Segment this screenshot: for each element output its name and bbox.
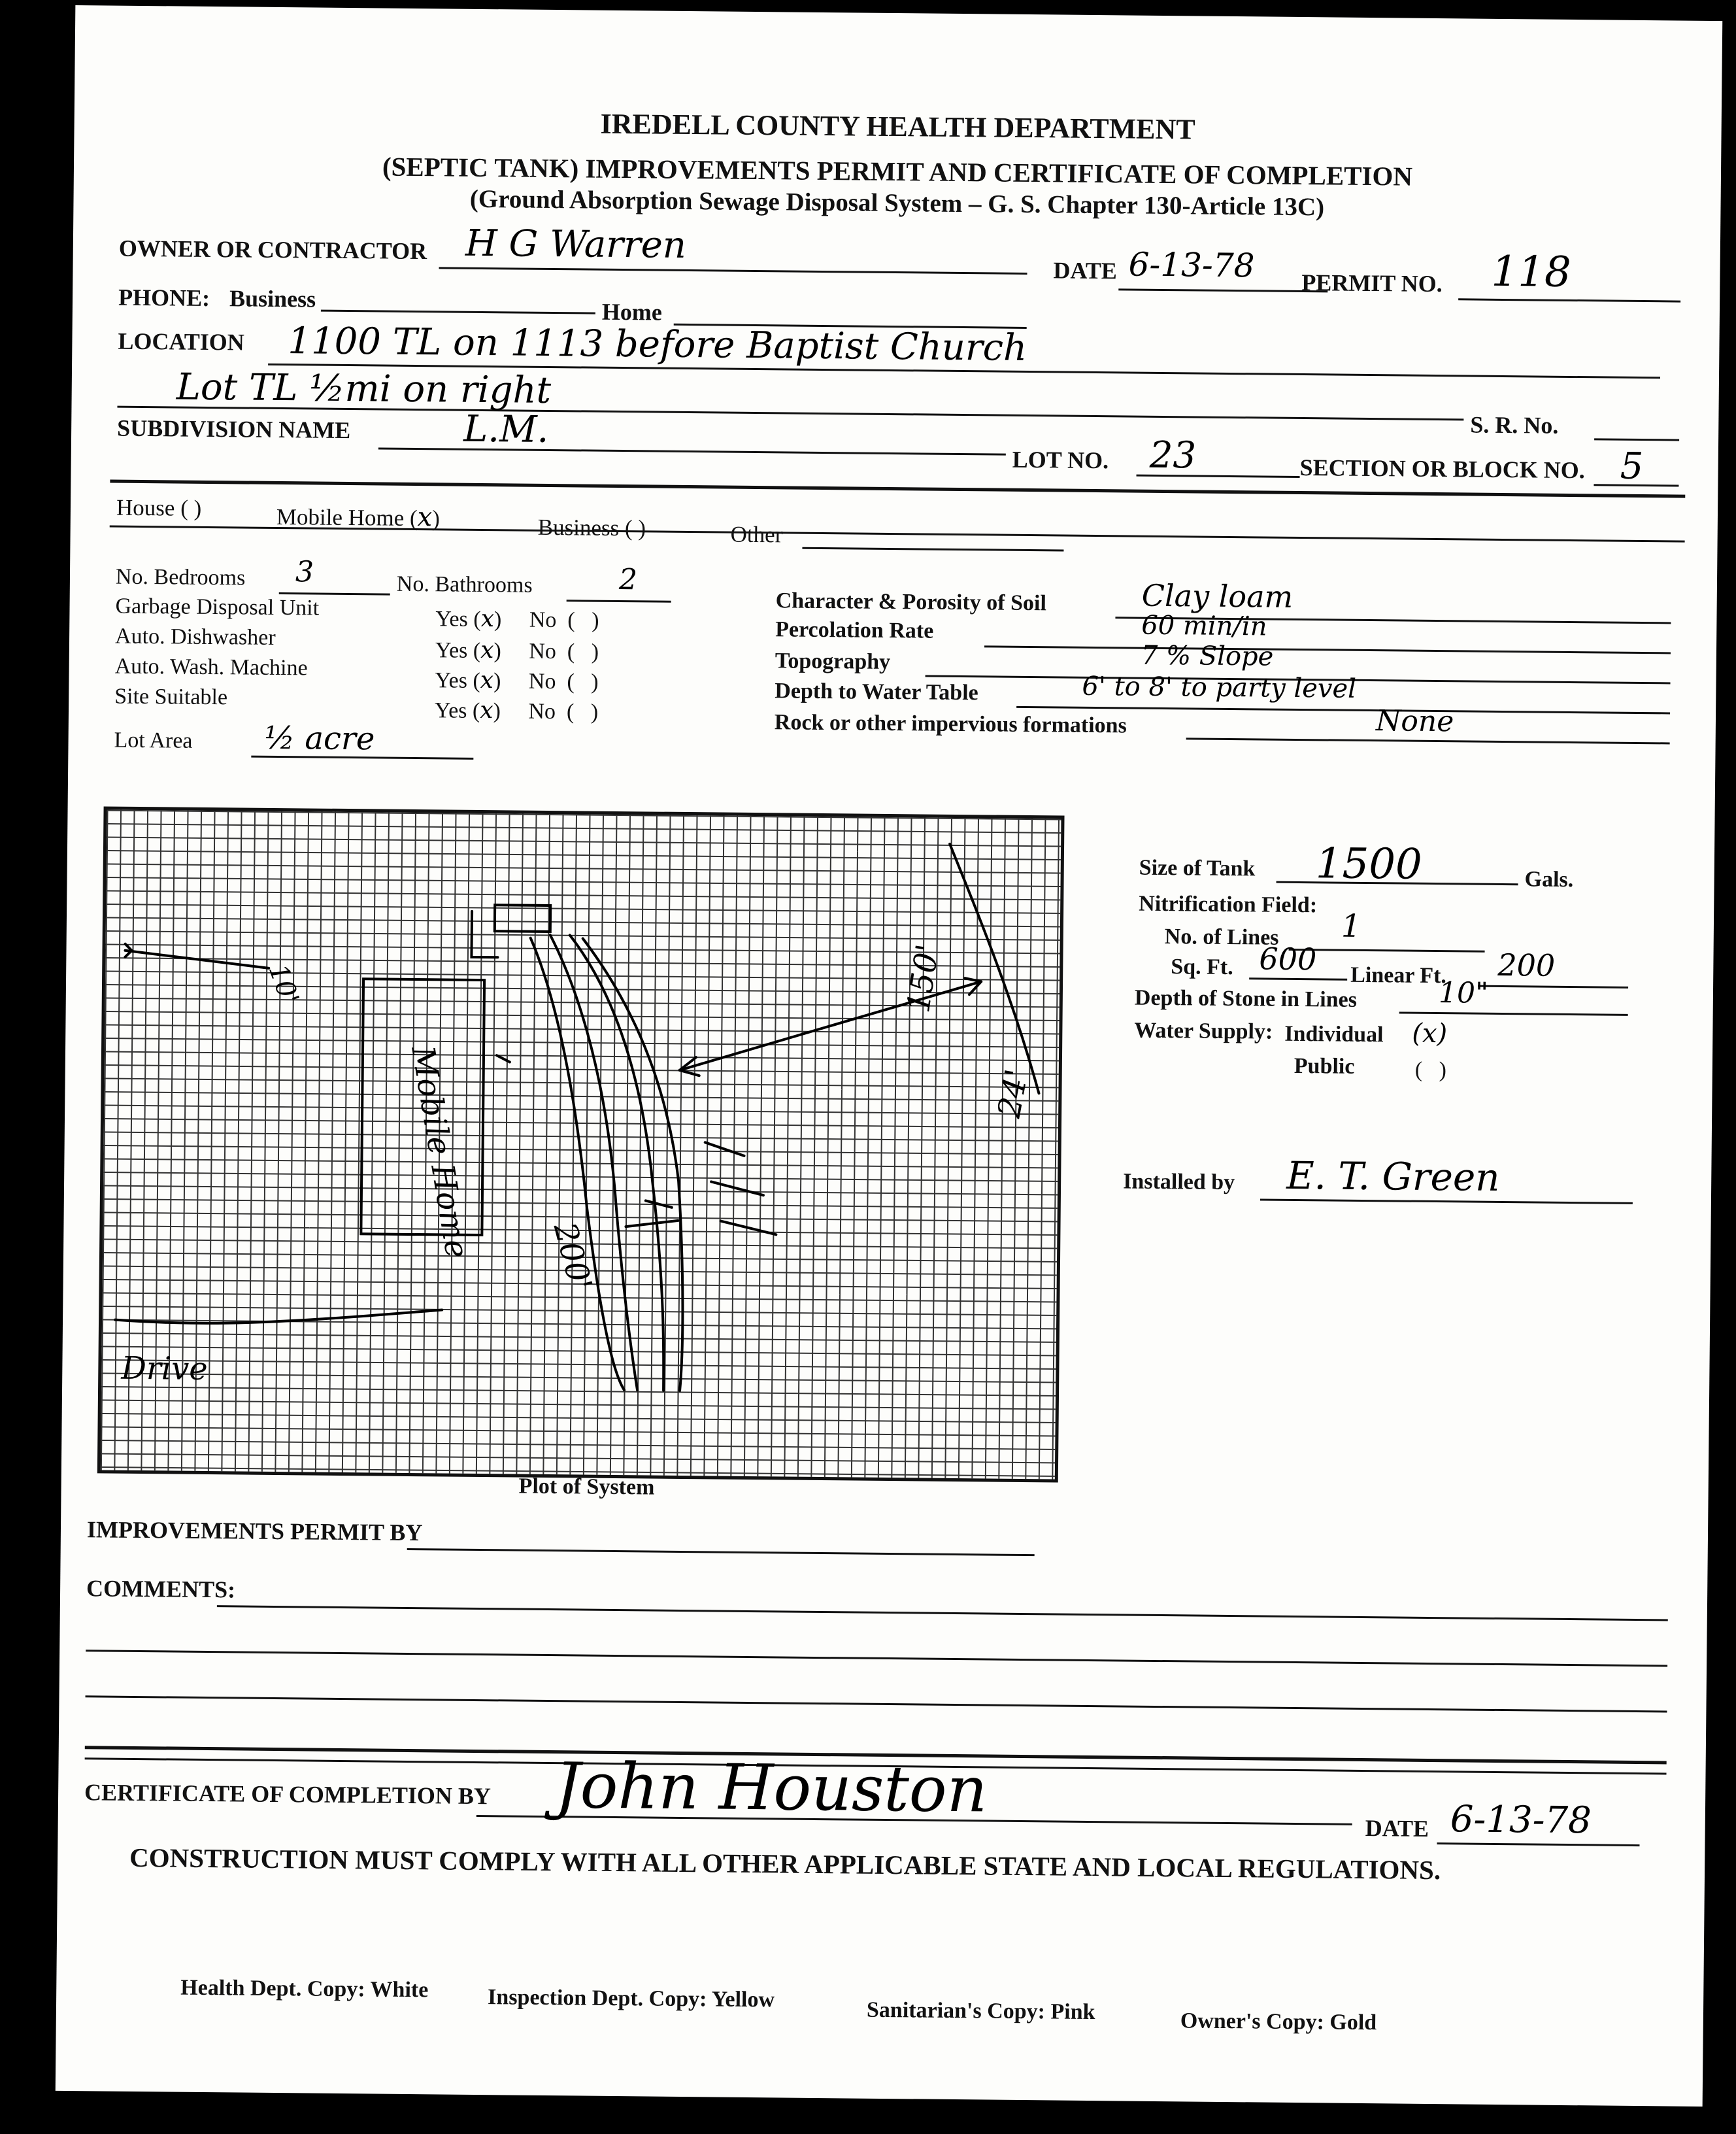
phone-label: PHONE: — [118, 284, 210, 311]
lines-label: No. of Lines — [1164, 924, 1279, 950]
copy-health-dept: Health Dept. Copy: White — [180, 1975, 429, 2003]
sqft-value: 600 — [1259, 941, 1317, 977]
plot-note-200: 200' — [546, 1219, 599, 1295]
topography-value: 7 % Slope — [1141, 640, 1274, 672]
tank-size-value: 1500 — [1315, 839, 1423, 889]
other-option: Other — [730, 521, 783, 548]
bedrooms-value: 3 — [295, 555, 314, 589]
installed-by-value: E. T. Green — [1286, 1153, 1500, 1200]
lot-value: 23 — [1149, 433, 1197, 477]
dishwasher-label: Auto. Dishwasher — [114, 624, 276, 650]
drain-line-4 — [578, 938, 686, 1390]
mobile-home-mark: x — [417, 502, 433, 533]
site-suitable-yes: Yes ( — [434, 698, 480, 723]
dishwasher-no: ) No ( ) — [493, 639, 599, 664]
perc-rate-value: 60 min/in — [1141, 610, 1267, 642]
tank-size-label: Size of Tank — [1139, 855, 1256, 881]
wash-machine-yes: Yes ( — [435, 668, 480, 693]
water-supply-label: Water Supply: — [1134, 1018, 1273, 1044]
garbage-yes: Yes ( — [435, 607, 481, 632]
permit-label: PERMIT NO. — [1301, 269, 1443, 297]
subdivision-label: SUBDIVISION NAME — [116, 415, 351, 444]
location-label: LOCATION — [118, 328, 244, 356]
plot-note-24: 24' — [990, 1066, 1036, 1121]
wash-machine-mark: x — [480, 666, 494, 694]
regulations-notice: CONSTRUCTION MUST COMPLY WITH ALL OTHER APPLICABLE STATE AND LOCAL REGULATIONS. — [129, 1842, 1441, 1886]
individual-mark: (x) — [1412, 1018, 1448, 1049]
tank-gals: Gals. — [1524, 867, 1574, 892]
lot-area-value: ½ acre — [264, 719, 375, 758]
rock-label: Rock or other impervious formations — [774, 710, 1127, 738]
copy-owner: Owner's Copy: Gold — [1180, 2008, 1377, 2035]
water-table-value: 6' to 8' to party level — [1082, 671, 1357, 704]
perc-rate-label: Percolation Rate — [775, 617, 934, 643]
linear-label: Linear Ft. — [1350, 962, 1447, 989]
bathrooms-value: 2 — [618, 563, 638, 597]
completion-date-value: 6-13-78 — [1450, 1798, 1592, 1842]
soil-character-value: Clay loam — [1141, 577, 1294, 615]
bathrooms-label: No. Bathrooms — [396, 571, 533, 598]
form-title: (SEPTIC TANK) IMPROVEMENTS PERMIT AND CERTIFICATE OF COMPLETION — [382, 151, 1413, 192]
improvements-permit-label: IMPROVEMENTS PERMIT BY — [86, 1516, 423, 1546]
plot-sketch — [101, 809, 1061, 1479]
wash-machine-no: ) No ( ) — [493, 669, 599, 694]
phone-business-label: Business — [229, 285, 316, 313]
plot-note-10: 10' — [262, 960, 305, 1009]
dishwasher-mark: x — [480, 636, 494, 664]
site-suitable-label: Site Suitable — [114, 684, 228, 710]
owner-label: OWNER OR CONTRACTOR — [118, 235, 427, 265]
nitrification-label: Nitrification Field: — [1139, 891, 1318, 918]
individual-label: Individual — [1284, 1021, 1384, 1047]
comments-label: COMMENTS: — [86, 1575, 236, 1603]
site-suitable-no: ) No ( ) — [493, 699, 599, 724]
public-mark: ( ) — [1414, 1057, 1447, 1083]
plot-note-drive: Drive — [121, 1349, 208, 1388]
date-label: DATE — [1053, 257, 1118, 284]
garbage-disposal-label: Garbage Disposal Unit — [115, 594, 320, 620]
plot-caption: Plot of System — [518, 1474, 655, 1500]
mobile-home-close: ) — [432, 505, 441, 532]
copy-inspection-dept: Inspection Dept. Copy: Yellow — [487, 1985, 775, 2012]
owner-value: H G Warren — [465, 222, 687, 267]
location-line1: 1100 TL on 1113 before Baptist Church — [288, 320, 1027, 369]
plot-grid — [97, 806, 1065, 1482]
sqft-label: Sq. Ft. — [1171, 955, 1233, 980]
location-line2: Lot TL ½mi on right — [176, 365, 552, 412]
wash-machine-label: Auto. Wash. Machine — [114, 654, 308, 681]
completion-date-label: DATE — [1365, 1815, 1429, 1842]
public-label: Public — [1294, 1053, 1355, 1079]
business-option: Business ( ) — [537, 514, 646, 541]
mobile-home-label: Mobile Home ( — [276, 503, 418, 532]
garbage-mark: x — [480, 605, 495, 633]
form-subtitle: (Ground Absorption Sewage Disposal System – G. S. Chapter 130-Article 13C) — [469, 184, 1325, 222]
garbage-no: ) No ( ) — [493, 607, 599, 633]
lot-label: LOT NO. — [1012, 446, 1109, 474]
subdivision-value: L.M. — [463, 407, 549, 451]
site-suitable-mark: x — [480, 696, 493, 724]
certificate-label: CERTIFICATE OF COMPLETION BY — [84, 1779, 492, 1810]
sr-label: S. R. No. — [1470, 411, 1559, 439]
date-value: 6-13-78 — [1128, 245, 1255, 285]
section-label: SECTION OR BLOCK NO. — [1299, 454, 1585, 484]
signature: John Houston — [554, 1749, 988, 1827]
permit-form — [56, 5, 1723, 2107]
dishwasher-yes: Yes ( — [435, 638, 481, 663]
septic-tank-outline — [495, 905, 550, 932]
house-option: House ( ) — [116, 494, 202, 521]
drain-line-2 — [546, 935, 642, 1390]
linear-value: 200 — [1497, 947, 1556, 983]
installed-by-label: Installed by — [1122, 1169, 1235, 1195]
topography-label: Topography — [775, 649, 891, 674]
soil-character-label: Character & Porosity of Soil — [775, 588, 1047, 616]
copy-sanitarian: Sanitarian's Copy: Pink — [866, 1997, 1095, 2025]
rock-value: None — [1375, 704, 1454, 739]
lines-value: 1 — [1341, 907, 1361, 945]
plot-note-mobile-home: Mobile Home — [404, 1043, 476, 1261]
lot-area-label: Lot Area — [114, 728, 193, 753]
section-value: 5 — [1620, 445, 1644, 488]
department-heading: IREDELL COUNTY HEALTH DEPARTMENT — [600, 107, 1195, 146]
permit-value: 118 — [1491, 247, 1572, 297]
plot-note-150: 150' — [900, 941, 947, 1015]
stone-depth-value: 10" — [1438, 976, 1489, 1010]
water-table-label: Depth to Water Table — [775, 679, 978, 705]
phone-home-label: Home — [601, 298, 663, 326]
stone-depth-label: Depth of Stone in Lines — [1134, 985, 1358, 1012]
bedrooms-label: No. Bedrooms — [115, 564, 246, 590]
